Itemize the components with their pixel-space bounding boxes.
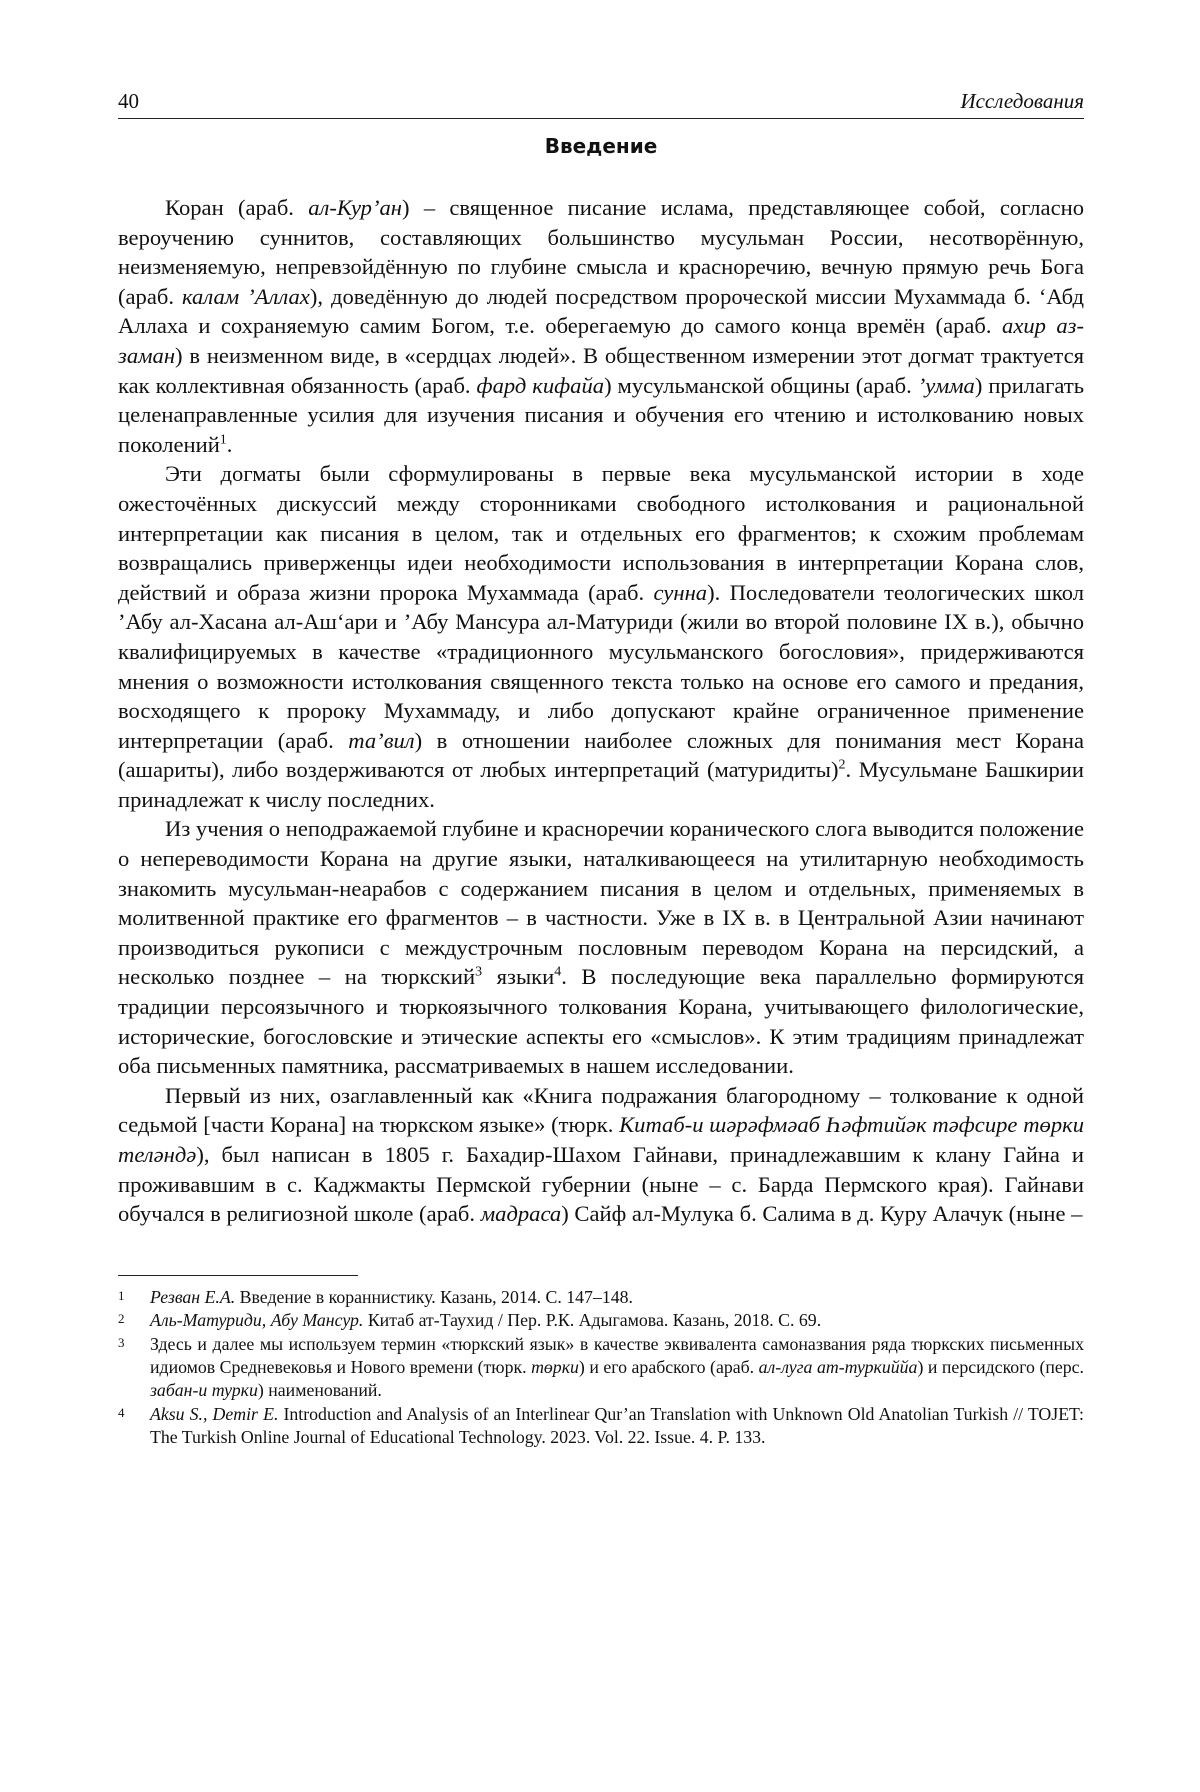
- footnote-number: 1: [118, 1287, 125, 1303]
- page-number: 40: [118, 89, 139, 113]
- footnote-number: 3: [118, 1334, 125, 1350]
- running-header: [118, 88, 1084, 119]
- paragraph-3: Из учения о неподражаемой глубине и красноречии коранического слога выводится положение о непереводимости Корана на другие языки, наталкивающееся на утилитарную необходимость знакомить мусульман-неарабов с содержанием писания в целом и отдельных, применяемых в молитвенной практике его фрагментов – в частности. Уже в IX в. в Центральной Азии начинают производиться рукописи с междустрочным пословным переводом Корана на персидский, а несколько позднее – на тюркский$^3$ языки$^4$. В последующие века параллельно формируются традиции персоязычного и тюркоязычного толкования Корана, учитывающего филологические, исторические, богословские и этические аспекты его «смыслов». К этим традициям принадлежат оба письменных памятника, рассматриваемых в нашем исследовании.: [118, 816, 1085, 1079]
- footnote-ref-4[interactable]: 4: [554, 964, 562, 980]
- footnote-divider: [118, 1275, 358, 1276]
- body-text: [118, 193, 1084, 1229]
- document-page: [118, 88, 1084, 1450]
- footnote-1: 1 Резван Е.А. Введение в кораннистику. Казань, 2014. С. 147–148.: [118, 1286, 1084, 1309]
- paragraph-4: Первый из них, озаглавленный как «Книга подражания благородному – толкование к одной седьмой [части Корана] на тюркском языке» (тюрк. Китаб-и шәрәфмәаб Һәфтийәк тәфсире төрки теләндә), был написан в 1805 г. Бахадир-Шахом Гайнави, принадлежавшим к клану Гайна и проживавшим в с. Каджмакты Пермской губернии (ныне – с. Барда Пермского края). Гайнави обучался в религиозной школе (араб. мадраса) Сайф ал-Мулука б. Салима в д. Куру Алачук (ныне –: [118, 1082, 1085, 1227]
- footnote-number: 2: [118, 1311, 125, 1327]
- footnote-ref-2[interactable]: 2: [838, 757, 846, 773]
- section-title: Введение: [544, 134, 658, 158]
- paragraph-2: Эти догматы были сформулированы в первые века мусульманской истории в ходе ожесточённых дискуссий между сторонниками свободного истолкования и рациональной интерпретации как писания в целом, так и отдельных его фрагментов; к схожим проблемам возвращались приверженцы идеи необходимости использования в интерпретации Корана слов, действий и образа жизни пророка Мухаммада (араб. сунна). Последователи теологических школ ’Абу ал-Хасана ал-Аш‘ари и ’Абу Мансура ал-Матуриди (жили во второй половине IX в.), обычно квалифицируемых в качестве «традиционного мусульманского богословия», придерживаются мнения о возможности истолкования священного текста только на основе его самого и предания, восходящего к пророку Мухаммаду, и либо допускают крайне ограниченное применение интерпретации (араб. та’вил) в отношении наиболее сложных для понимания мест Корана (ашариты), либо воздерживаются от любых интерпретаций (матуридиты)$^2$. Мусульмане Башкирии принадлежат к числу последних.: [118, 461, 1085, 812]
- footnote-4: 4 Aksu S., Demir E. Introduction and Analysis of an Interlinear Qur’an Translation with Unknown Old Anatolian Turkish // TOJET: The Turkish Online Journal of Educational Technology. 2023. Vol. 22. Issue. 4. P. 133.: [118, 1403, 1084, 1450]
- footnote-2: 2 Аль-Матуриди, Абу Мансур. Китаб ат-Таухид / Пер. Р.К. Адыгамова. Казань, 2018. С. 69.: [118, 1309, 1084, 1332]
- footnote-ref-1[interactable]: 1: [219, 432, 227, 448]
- footnote-ref-3[interactable]: 3: [475, 964, 483, 980]
- footnotes: [118, 1286, 1084, 1450]
- footnote-3: 3 Здесь и далее мы используем термин «тюркский язык» в качестве эквивалента самоназвания ряда тюркских письменных идиомов Средневековья и Нового времени (тюрк. төрки) и его арабского (араб. ал-луга ат-туркиййа) и персидского (перс. забан-и турки) наименований.: [118, 1333, 1084, 1403]
- paragraph-1: Коран (араб. ал-Кур’ан) – священное писание ислама, представляющее собой, согласно вероучению суннитов, составляющих большинство мусульман России, несотворённую, неизменяемую, непревзойдённую по глубине смысла и красноречию, вечную прямую речь Бога (араб. калам ’Аллах), доведённую до людей посредством пророческой миссии Мухаммада б. ‘Абд Аллаха и сохраняемую самим Богом, т.е. оберегаемую до самого конца времён (араб. ахир аз-заман) в неизменном виде, в «сердцах людей». В общественном измерении этот догмат трактуется как коллективная обязанность (араб. фард кифайа) мусульманской общины (араб. ’умма) прилагать целенаправленные усилия для изучения писания и обучения его чтению и истолкованию новых поколений$^1$.: [118, 195, 1085, 457]
- footnote-number: 4: [118, 1404, 125, 1420]
- running-title: Исследования: [960, 89, 1084, 113]
